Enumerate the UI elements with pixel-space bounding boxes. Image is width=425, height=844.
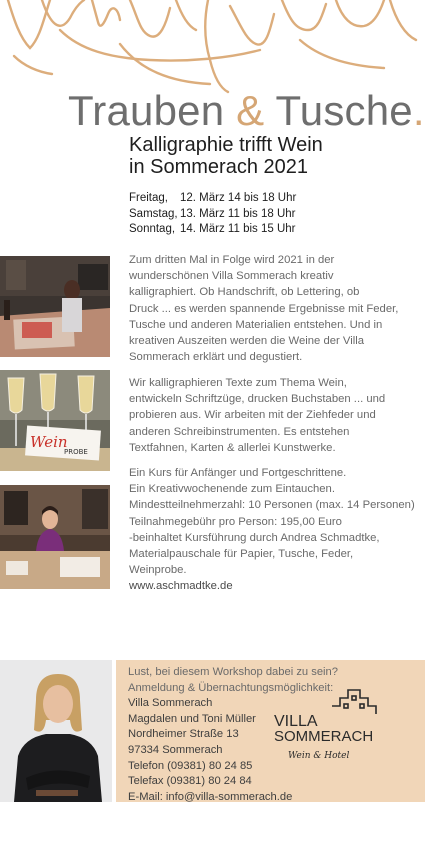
- paragraph-line: Textfahnen, Karten & allerlei Kunstwerke.: [129, 441, 336, 454]
- title-part2: Tusche: [264, 87, 413, 134]
- subtitle-line1: Kalligraphie trifft Wein: [129, 134, 323, 156]
- paragraph-line: Zum dritten Mal in Folge wird 2021 in der: [129, 254, 335, 266]
- paragraph-line: kreativen Auszeiten werden die Weine der Villa: [129, 335, 365, 348]
- instructor-photo: [0, 485, 110, 589]
- date-day: Samstag,: [129, 207, 178, 220]
- email-link[interactable]: E-Mail: info@villa-sommerach.de: [128, 790, 293, 803]
- title-dot: .: [412, 87, 425, 134]
- dates-list: [129, 191, 296, 238]
- subtitle: [129, 134, 323, 178]
- date-row: [129, 222, 296, 238]
- subtitle-line2: in Sommerach 2021: [129, 156, 308, 178]
- date-day: Freitag,: [129, 192, 168, 204]
- paragraph-line: Wir kalligraphieren Texte zum Thema Wein,: [129, 377, 347, 389]
- hotel-name: Villa Sommerach: [128, 697, 213, 710]
- phone-number[interactable]: Telefon (09381) 80 24 85: [128, 759, 253, 772]
- intro-paragraph: [129, 252, 419, 365]
- website-link[interactable]: www.aschmadtke.de: [129, 580, 233, 593]
- date-day: Sonntag,: [129, 223, 176, 235]
- date-time: 12. März 14 bis 18 Uhr: [180, 192, 297, 204]
- address-street: Nordheimer Straße 13: [128, 728, 239, 741]
- date-row: [129, 207, 296, 223]
- paragraph-line: kalligraphiert. Ob Handschrift, ob Lettering, ob: [129, 286, 360, 299]
- address-city: 97334 Sommerach: [128, 743, 223, 756]
- paragraph-line: Tusche und anderen Materialien entstehen. Und in: [129, 318, 383, 331]
- info-line: Lust, bei diesem Workshop dabei zu sein?: [128, 666, 338, 678]
- paragraph-line: wunderschönen Villa Sommerach kreativ: [129, 270, 334, 283]
- info-line: Anmeldung & Übernachtungsmöglichkeit:: [128, 681, 334, 694]
- date-time: 13. März 11 bis 18 Uhr: [180, 207, 296, 220]
- paragraph-line: entwickeln Schriftzüge, drucken Buchstaben ... und: [129, 393, 386, 406]
- portrait-photo: [0, 660, 112, 802]
- date-row: [129, 191, 296, 207]
- activities-paragraph: [129, 375, 419, 456]
- logo-line2: SOMMERACH: [274, 728, 374, 745]
- wine-tasting-photo: [0, 370, 110, 471]
- logo-script: Wein & Hotel: [288, 751, 350, 761]
- title-part1: Trauben: [68, 87, 237, 134]
- paragraph-line: Materialpauschale für Papier, Tusche, Feder,: [129, 548, 354, 561]
- main-title: [68, 86, 425, 136]
- paragraph-line: anderen Schreibinstrumenten. Es entstehen: [129, 425, 350, 438]
- logo-line1: VILLA: [274, 713, 318, 730]
- wine-card-text: Wein: [30, 433, 68, 451]
- probe-card-text: PROBE: [64, 448, 88, 456]
- paragraph-line: Mindestteilnehmerzahl: 10 Personen (max. 14 Personen): [129, 499, 415, 512]
- paragraph-line: Weinprobe.: [129, 564, 187, 577]
- workshop-photo: [0, 256, 110, 357]
- paragraph-line: Druck ... es werden spannende Ergebnisse mit Feder,: [129, 302, 399, 315]
- paragraph-line: probieren aus. Wir arbeiten mit der Ziehfeder und: [129, 409, 376, 422]
- date-time: 14. März 11 bis 15 Uhr: [180, 223, 296, 235]
- calligraphy-header-art: [0, 0, 425, 100]
- fax-number: Telefax (09381) 80 24 84: [128, 775, 252, 788]
- paragraph-line: -beinhaltet Kursführung durch Andrea Schmadtke,: [129, 531, 380, 544]
- paragraph-line: Teilnahmegebühr pro Person: 195,00 Euro: [129, 515, 342, 528]
- title-ampersand: &: [236, 87, 265, 134]
- paragraph-line: Sommerach erklärt und degustiert.: [129, 351, 303, 364]
- villa-sommerach-logo: [274, 688, 384, 764]
- owner-names: Magdalen und Toni Müller: [128, 712, 256, 725]
- paragraph-line: Ein Kurs für Anfänger und Fortgeschrittene.: [129, 467, 347, 479]
- course-details-paragraph: [129, 465, 419, 595]
- paragraph-line: Ein Kreativwochenende zum Eintauchen.: [129, 483, 335, 496]
